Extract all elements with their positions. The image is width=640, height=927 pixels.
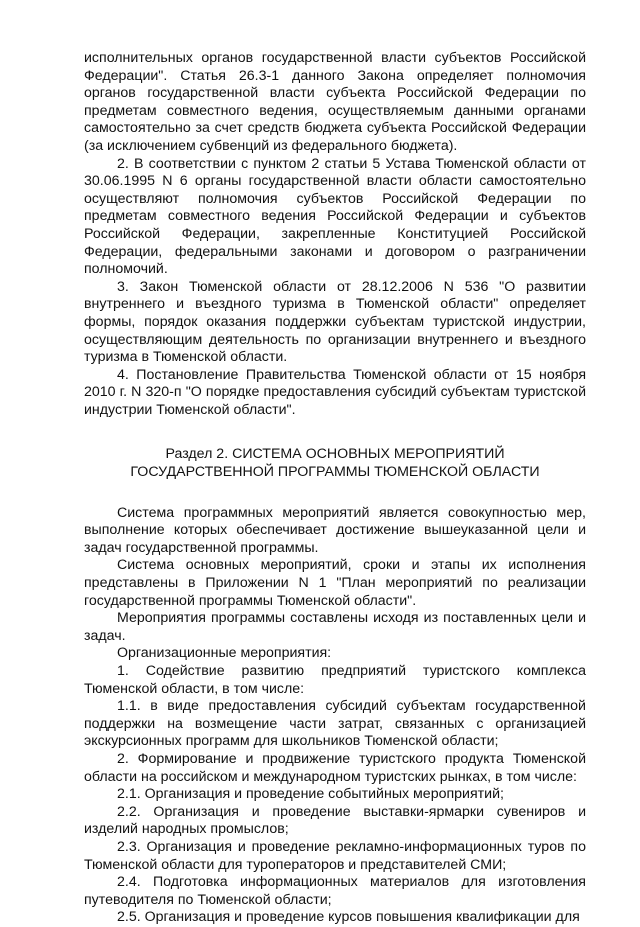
paragraph-5: Система программных мероприятий является совокупностью мер, выполнение которых обеспечивает достижение вышеуказанной цели и задач государственной программы. <box>84 504 586 556</box>
list-item-1: 1. Содействие развитию предприятий туристского комплекса Тюменской области, в том числе: <box>84 663 586 697</box>
list-item-2-3: 2.3. Организация и проведение рекламно-информационных туров по Тюменской области для туроператоров и представителей СМИ; <box>84 838 586 873</box>
list-item-2: 2. Формирование и продвижение туристского продукта Тюменской области на российском и международном туристских рынках, в том числе: <box>84 750 586 785</box>
list-item-2-5: 2.5. Организация и проведение курсов повышения квалификации для <box>117 909 580 926</box>
paragraph-1: исполнительных органов государственной власти субъектов Российской Федерации". Статья 26.3-1 данного Закона определяет полномочия органов государственной власти субъекта Российской Федерации по предметам совместного ведения, осуществляемым данными органами самостоятельно за счет средств бюджета субъекта Российской Федерации (за исключением субвенций из федерального бюджета). <box>84 50 586 154</box>
document-page <box>84 50 586 927</box>
paragraph-3: 3. Закон Тюменской области от 28.12.2006 N 536 "О развитии внутреннего и въездного туризма в Тюменской области" определяет формы, порядок оказания поддержки субъектам туристской индустрии, осуществляющим деятельность по организации внутреннего и въездного туризма в Тюменской области. <box>84 278 586 366</box>
list-item-2-2: 2.2. Организация и проведение выставки-ярмарки сувениров и изделий народных промыслов; <box>84 803 586 838</box>
list-item-2-1: 2.1. Организация и проведение событийных мероприятий; <box>117 786 504 803</box>
list-item-1-1: 1.1. в виде предоставления субсидий субъектам государственной поддержки на возмещение части затрат, связанных с организацией экскурсионных программ для школьников Тюменской области; <box>84 698 586 750</box>
list-item-2-4: 2.4. Подготовка информационных материалов для изготовления путеводителя по Тюменской области; <box>84 874 586 908</box>
paragraph-2: 2. В соответствии с пунктом 2 статьи 5 Устава Тюменской области от 30.06.1995 N 6 органы государственной власти области самостоятельно осуществляют полномочия субъектов Российской Федерации по предметам совместного ведения Российской Федерации и субъектов Российской Федерации, закрепленные Конституцией Российской Федерации, федеральными законами и договором о разграничении полномочий. <box>84 155 586 278</box>
paragraph-7: Мероприятия программы составлены исходя из поставленных цели и задач. <box>84 610 586 644</box>
section-heading-line-1: Раздел 2. СИСТЕМА ОСНОВНЫХ МЕРОПРИЯТИЙ <box>165 446 505 463</box>
paragraph-4: 4. Постановление Правительства Тюменской области от 15 ноября 2010 г. N 320-п "О порядке предоставления субсидий субъектам туристской индустрии Тюменской области". <box>84 366 586 418</box>
paragraph-6: Система основных мероприятий, сроки и этапы их исполнения представлены в Приложении N 1 "План мероприятий по реализации государственной программы Тюменской области". <box>84 557 586 609</box>
paragraph-8: Организационные мероприятия: <box>117 645 332 662</box>
section-heading-line-2: ГОСУДАРСТВЕННОЙ ПРОГРАММЫ ТЮМЕНСКОЙ ОБЛАСТИ <box>130 464 540 481</box>
section-heading <box>84 446 586 481</box>
